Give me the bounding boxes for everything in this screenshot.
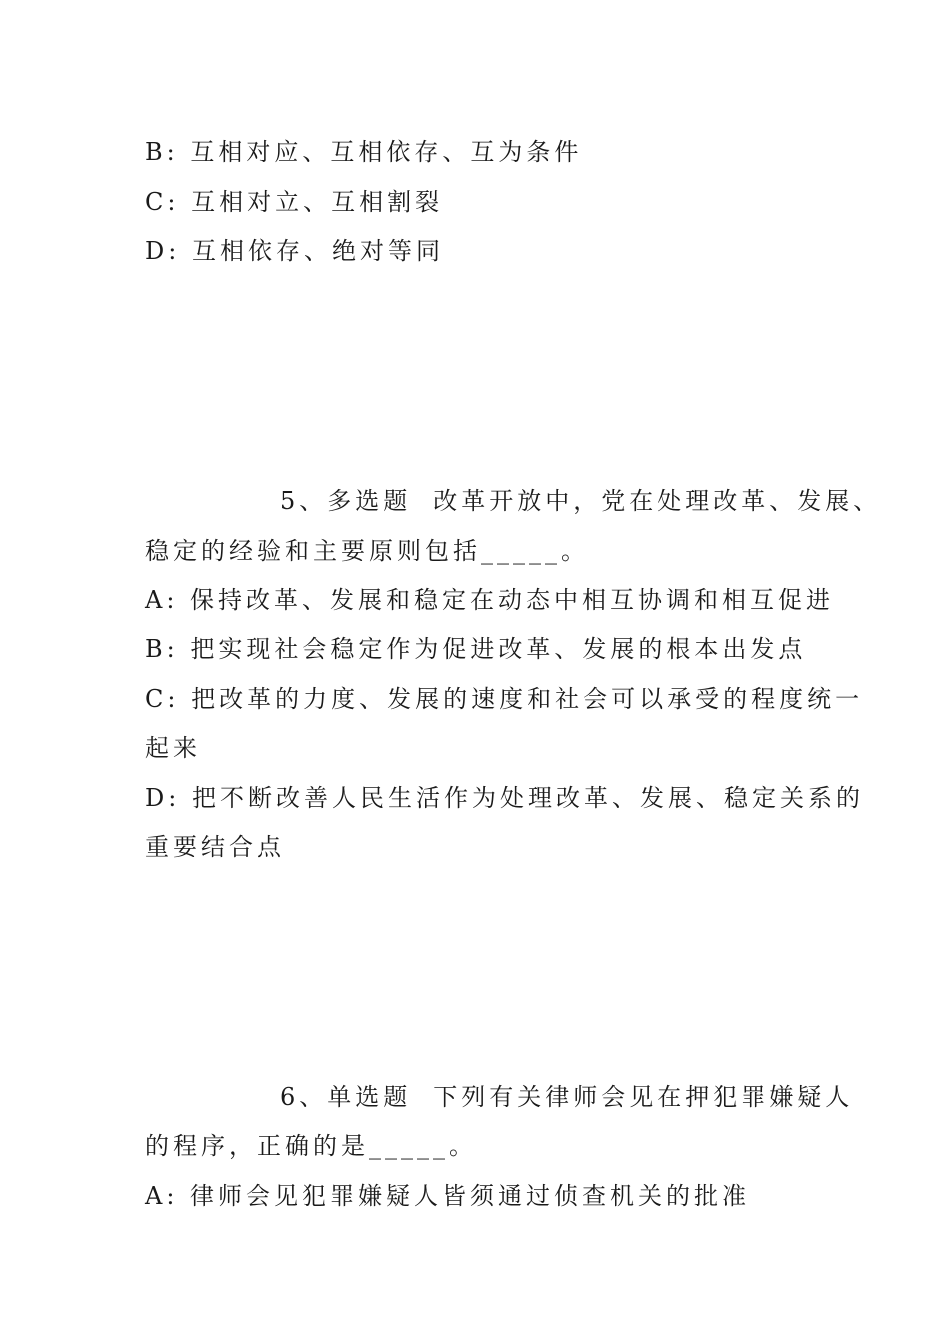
- q6-stem-line2: 的程序，正确的是_____。: [145, 1132, 477, 1160]
- q5-stem-line2: 稳定的经验和主要原则包括_____。: [145, 537, 589, 565]
- q4-option-d: D: 互相依存、绝对等同: [145, 237, 444, 265]
- q4-option-c: C: 互相对立、互相割裂: [145, 188, 444, 216]
- q5-option-c: C: 把改革的力度、发展的速度和社会可以承受的程度统一: [145, 685, 864, 713]
- q5-stem-line1: 改革开放中，党在处理改革、发展、: [433, 487, 882, 515]
- q5-number: 5、多选题: [280, 487, 412, 515]
- q5-option-d-cont: 重要结合点: [145, 833, 285, 861]
- q5-option-a: A: 保持改革、发展和稳定在动态中相互协调和相互促进: [145, 586, 835, 614]
- q6-number: 6、单选题: [280, 1083, 412, 1111]
- q6-option-a: A: 律师会见犯罪嫌疑人皆须通过侦查机关的批准: [145, 1182, 751, 1210]
- q6-heading: [280, 1082, 853, 1112]
- q6-stem-line1: 下列有关律师会见在押犯罪嫌疑人: [433, 1083, 854, 1111]
- q5-option-d: D: 把不断改善人民生活作为处理改革、发展、稳定关系的: [145, 784, 864, 812]
- q5-option-c-cont: 起来: [145, 734, 201, 762]
- q4-option-b: B: 互相对应、互相依存、互为条件: [145, 138, 583, 166]
- q5-option-b: B: 把实现社会稳定作为促进改革、发展的根本出发点: [145, 635, 807, 663]
- q5-heading: [280, 486, 881, 516]
